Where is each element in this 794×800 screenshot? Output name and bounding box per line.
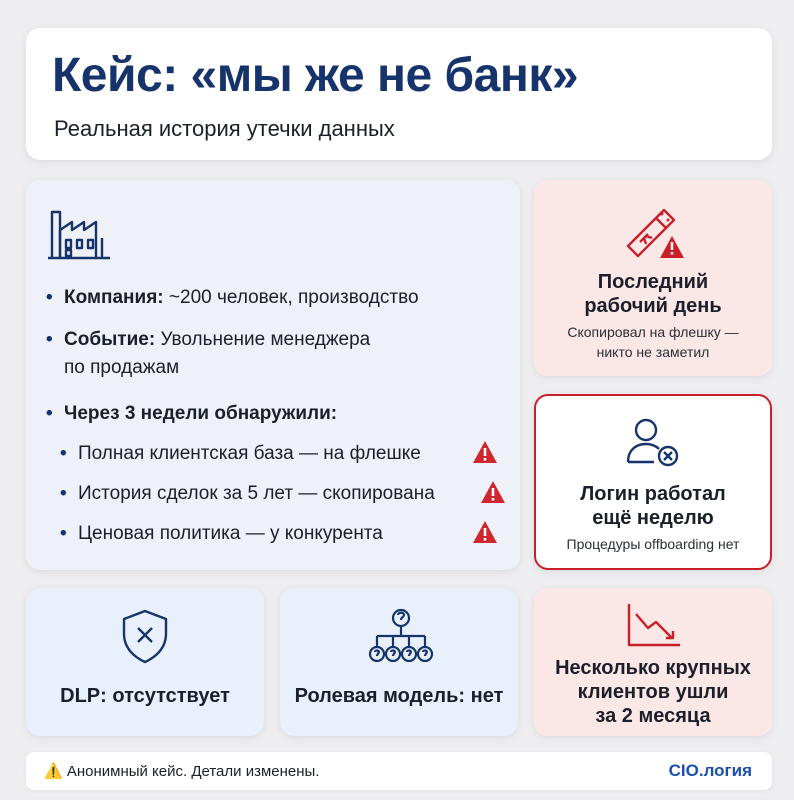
user-x-icon	[624, 416, 682, 468]
login-title: Логин работал	[580, 483, 726, 505]
found-heading: • Через 3 недели обнаружили:	[46, 403, 338, 424]
factory-icon	[46, 202, 112, 262]
trend-down-icon	[626, 602, 682, 648]
clients-title-2: клиентов ушли	[577, 681, 729, 703]
warning-icon	[480, 480, 506, 504]
clients-card	[534, 588, 772, 736]
login-sub: Процедуры offboarding нет	[566, 536, 740, 552]
last-day-title: Последний	[597, 271, 709, 293]
event-label: Событие:	[64, 329, 156, 350]
usb-warning-icon	[620, 202, 686, 260]
login-card	[534, 394, 772, 570]
clients-title-3: за 2 месяца	[595, 705, 711, 727]
company-label: Компания:	[64, 287, 164, 308]
company-line: • Компания: ~200 человек, производство	[46, 287, 419, 308]
finding-item: • Полная клиентская база — на флешке	[60, 443, 421, 464]
last-day-sub-2: никто не заметил	[596, 344, 710, 360]
finding-text: Полная клиентская база — на флешке	[78, 443, 421, 464]
page-subtitle: Реальная история утечки данных	[54, 116, 395, 141]
disclaimer-text: ⚠️ Анонимный кейс. Детали изменены.	[44, 763, 320, 780]
finding-item: • Ценовая политика — у конкурента	[60, 523, 383, 544]
dlp-card	[26, 588, 264, 736]
warning-icon	[472, 440, 498, 464]
last-day-title-2: рабочий день	[584, 295, 722, 317]
clients-title: Несколько крупных	[555, 657, 751, 679]
warning-icon	[472, 520, 498, 544]
footer-bar	[26, 752, 772, 790]
roles-card	[280, 588, 518, 736]
page-title: Кейс: «мы же не банк»	[52, 49, 579, 102]
shield-x-icon	[120, 608, 170, 664]
company-value: ~200 человек, производство	[163, 287, 419, 308]
org-chart-icon	[368, 608, 434, 668]
finding-item: • История сделок за 5 лет — скопирована	[60, 483, 435, 504]
header-card	[26, 28, 772, 160]
last-day-card	[534, 180, 772, 376]
brand-logo: CIO.логия	[668, 761, 752, 780]
dlp-title: DLP: отсутствует	[60, 685, 230, 707]
last-day-sub: Скопировал на флешку —	[567, 324, 739, 340]
event-line: • Событие: Увольнение менеджера	[46, 329, 371, 350]
event-value-continued: по продажам	[64, 357, 180, 378]
case-info-card	[26, 180, 520, 570]
roles-title: Ролевая модель: нет	[294, 685, 504, 707]
login-title-2: ещё неделю	[592, 507, 714, 529]
finding-text: История сделок за 5 лет — скопирована	[78, 483, 435, 504]
event-value: Увольнение менеджера	[155, 329, 371, 350]
found-label: Через 3 недели обнаружили:	[64, 403, 338, 424]
finding-text: Ценовая политика — у конкурента	[78, 523, 383, 544]
